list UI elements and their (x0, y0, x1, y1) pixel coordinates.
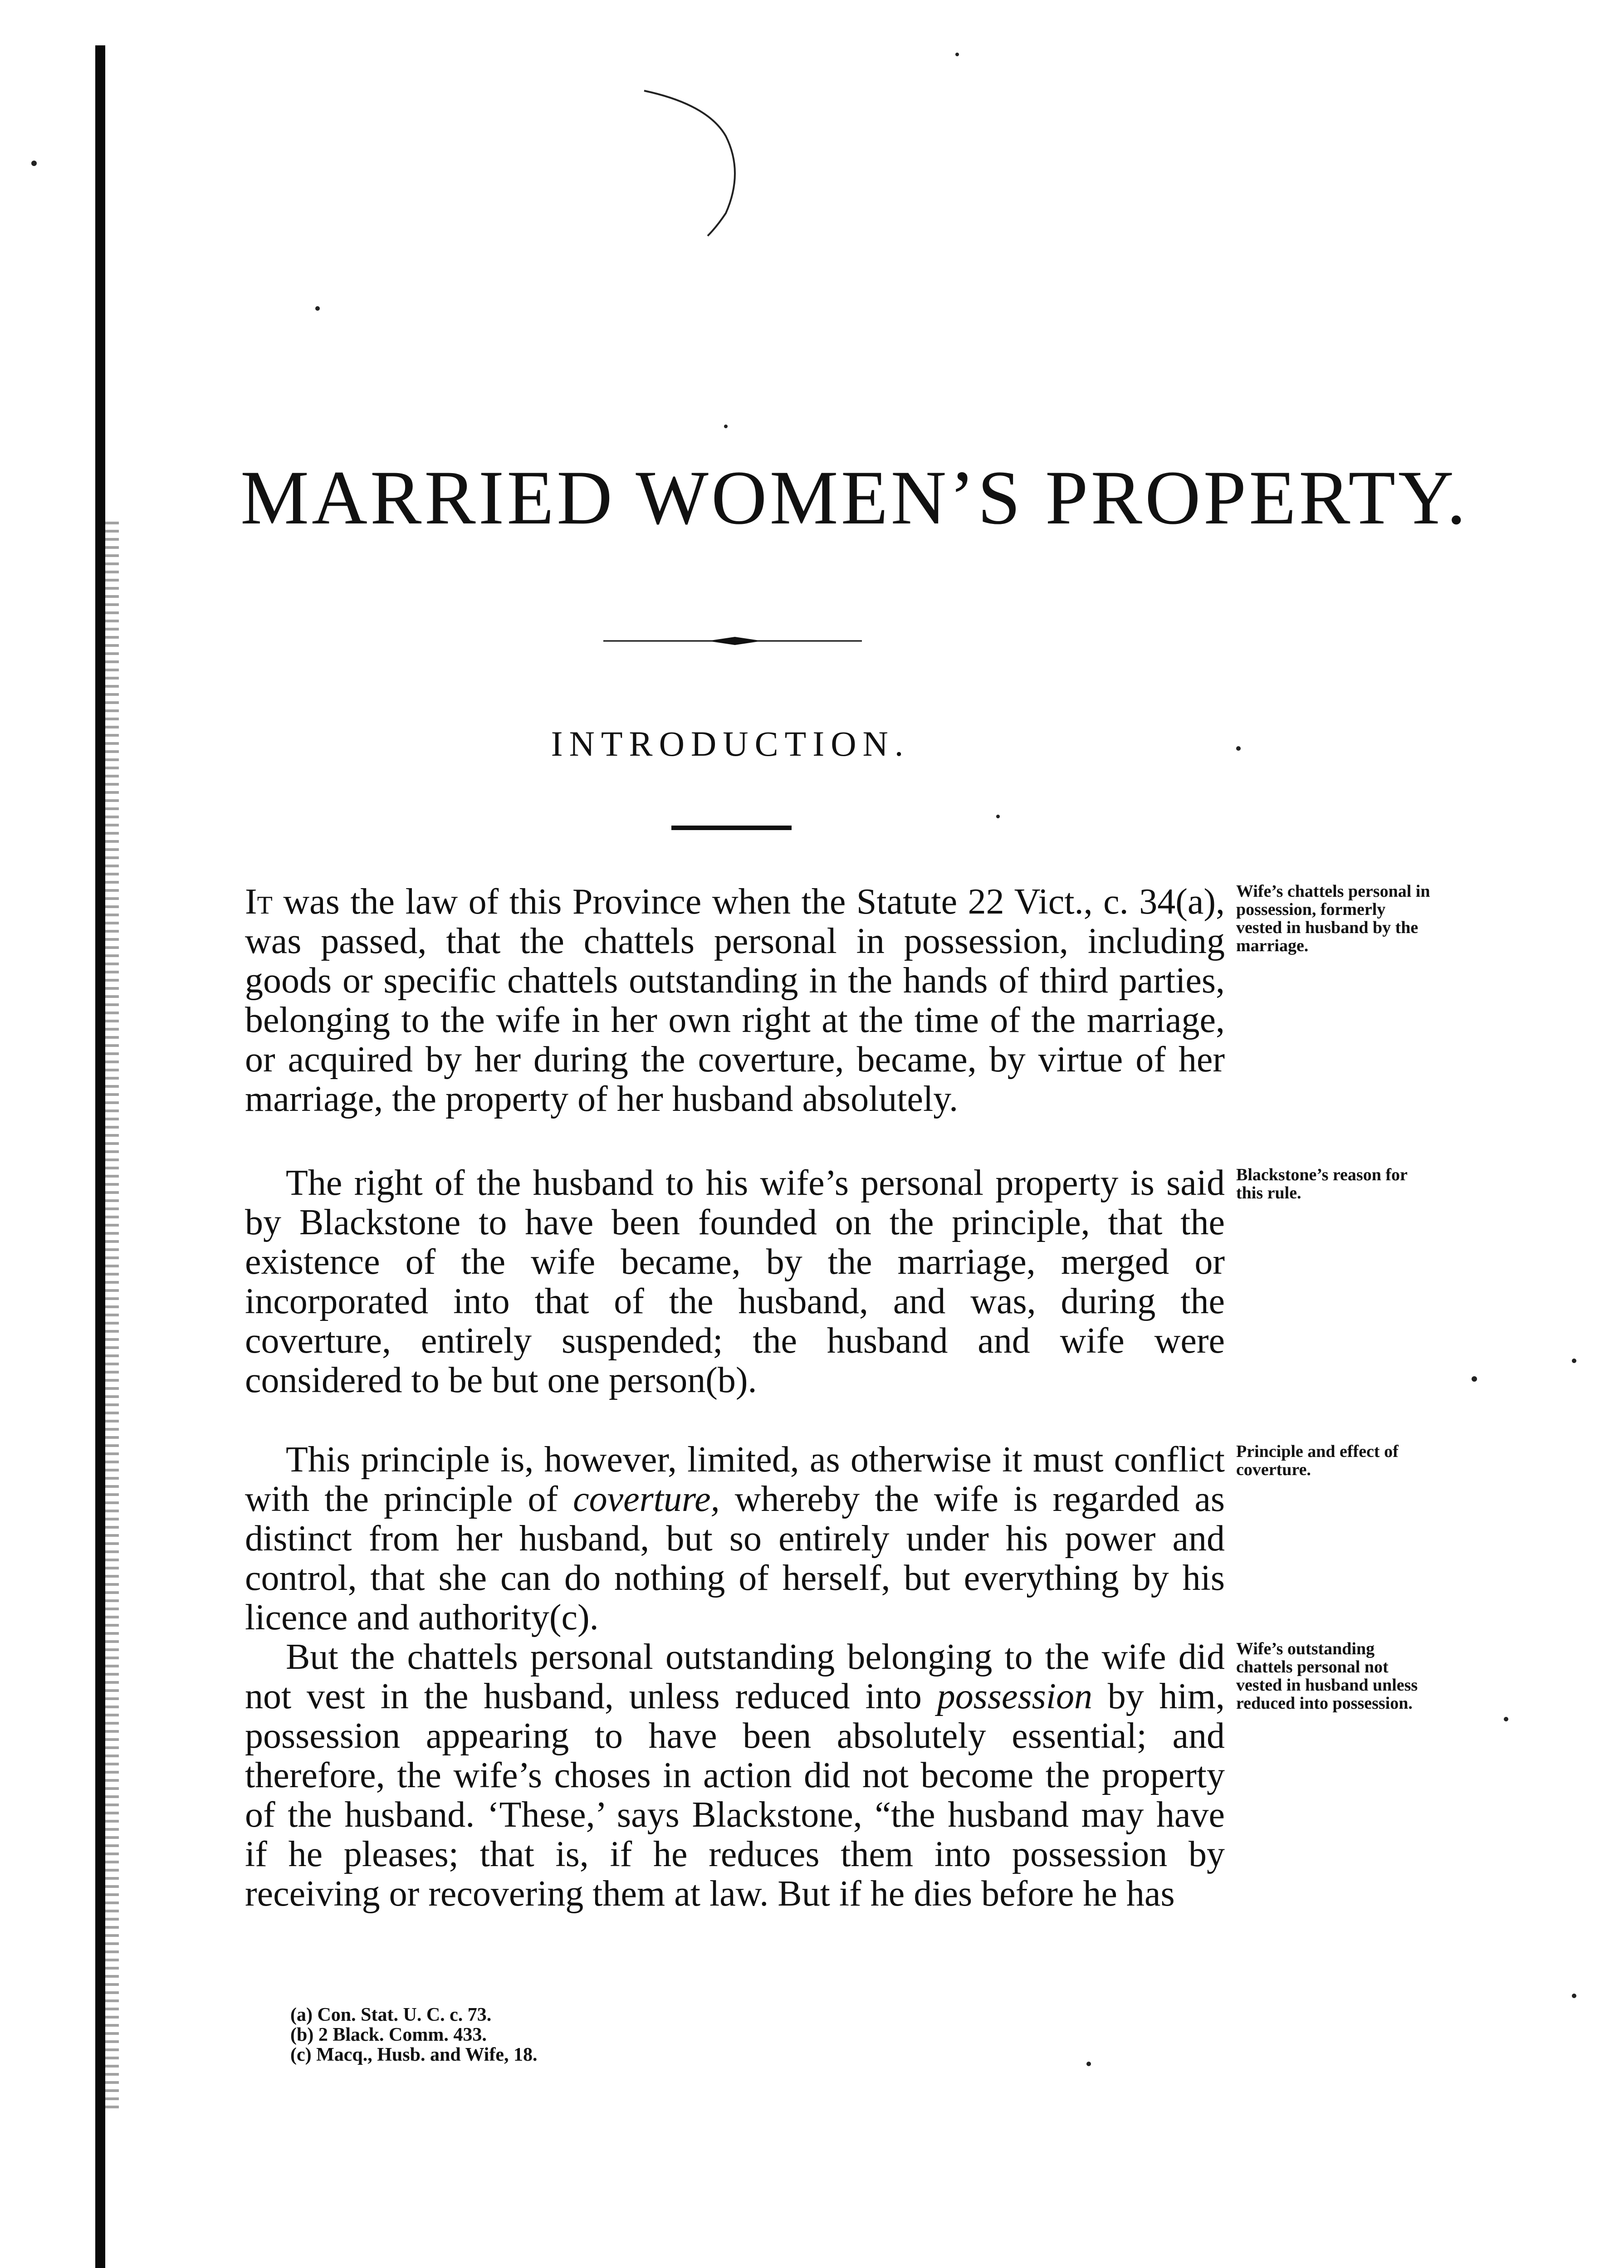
emphasis-possession: possession (937, 1677, 1092, 1716)
binding-shadow (95, 45, 105, 2268)
binding-edge (105, 522, 119, 2109)
emphasis-coverture: coverture, (573, 1479, 720, 1519)
body-paragraph-1 (245, 882, 1225, 1119)
body-paragraph-3 (245, 1440, 1225, 1637)
margin-note-4: Wife’s outstanding chattels personal not vested in husband unless reduced into possession. (1236, 1639, 1418, 1713)
footnotes (290, 2005, 537, 2065)
body-paragraph-4 (245, 1637, 1225, 1914)
paragraph-text: This principle is, however, limited, as otherwise it must conflict with the principle of (245, 1440, 1225, 1519)
margin-note-1: Wife’s chattels personal in possession, formerly vested in husband by the marriage. (1236, 882, 1430, 955)
paragraph-text: was the law of this Province when the Statute 22 Vict., c. 34(a), was passed, that the chattels personal in possession, including goods or specific chattels outstanding in the hands of third parties, belonging to the wife in her own right at the time of the marriage, or acquired by her during the coverture, became, by virtue of her marriage, the property of her husband absolutely. (245, 882, 1225, 1119)
footnote-b: (b) 2 Black. Comm. 433. (290, 2024, 487, 2045)
body-paragraph-2 (245, 1163, 1225, 1400)
margin-note-3: Principle and effect of coverture. (1236, 1442, 1399, 1479)
paragraph-text: whereby the wife is regarded as distinct from her husband, but so entirely under his power and control, that she can do nothing of herself, but everything by his licence and authority(c). (245, 1479, 1225, 1637)
footnote-c: (c) Macq., Husb. and Wife, 18. (290, 2044, 538, 2065)
section-heading: INTRODUCTION. (551, 724, 910, 763)
paragraph-text: by him, possession appearing to have been absolutely essential; and therefore, the wife’s choses in action did not become the property of the husband. ‘These,’ says Blackstone, “the husband may have if he pleases; that is, if he reduces them into possession by receiving or recovering them at law. But if he dies before he has (245, 1677, 1225, 1914)
heading-rule (671, 826, 792, 830)
drop-lead: It (245, 882, 273, 922)
page-title: MARRIED WOMEN’S PROPERTY. (240, 455, 1469, 540)
paragraph-text: But the chattels personal outstanding belonging to the wife did not vest in the husband, unless reduced into (245, 1637, 1225, 1716)
ornamental-rule (603, 634, 862, 648)
margin-note-2: Blackstone’s reason for this rule. (1236, 1165, 1408, 1202)
footnote-a: (a) Con. Stat. U. C. c. 73. (290, 2004, 492, 2025)
paragraph-text: The right of the husband to his wife’s personal property is said by Blackstone to have been founded on the principle, that the existence of the wife became, by the marriage, merged or incorporated into that of the husband, and was, during the coverture, entirely suspended; the husband and wife were considered to be but one person(b). (245, 1163, 1225, 1400)
